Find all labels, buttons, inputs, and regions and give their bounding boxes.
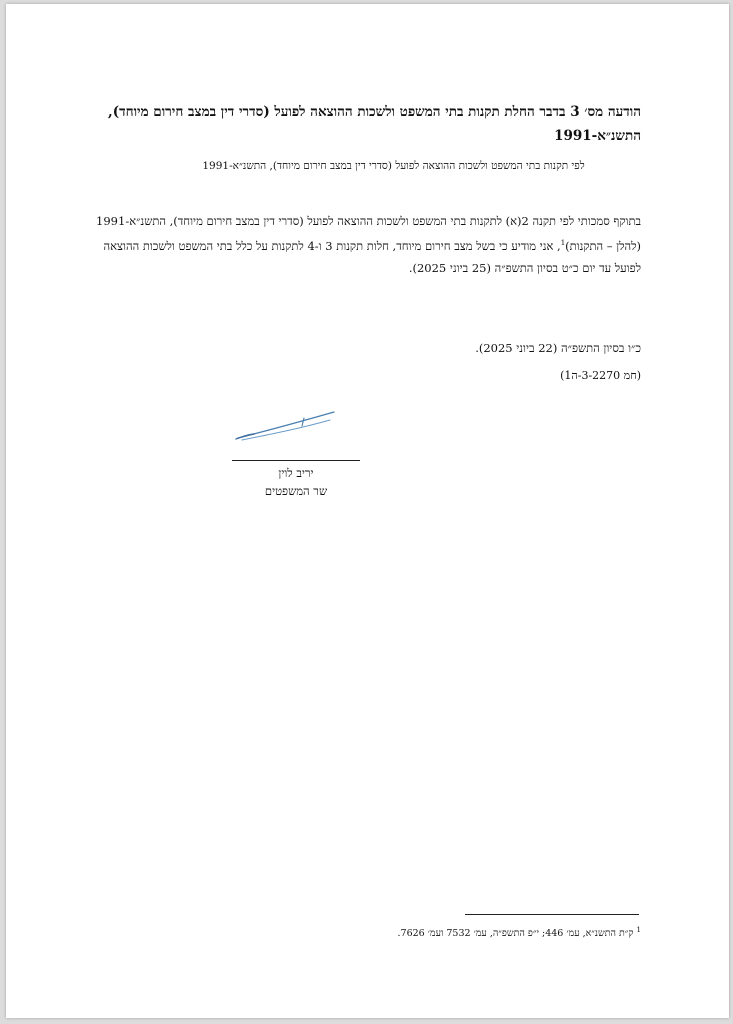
document-title: הודעה מס׳ 3 בדבר החלת תקנות בתי המשפט ולשכות ההוצאה לפועל (סדרי דין במצב חירום מיוחד), התשנ״א-1991 bbox=[108, 104, 641, 144]
signer-block bbox=[232, 464, 360, 500]
signature-stroke-tick bbox=[302, 418, 304, 426]
footnote-number: 1 bbox=[636, 926, 641, 934]
footnote bbox=[398, 923, 642, 941]
body-text-part1: בתוקף סמכותי לפי תקנה 2(א) לתקנות בתי המשפט ולשכות ההוצאה לפועל (סדרי דין במצב חירום מיוחד), התשנ״א-1991 (להלן – התקנות) bbox=[96, 214, 641, 253]
body-text-part2: , אני מודיע כי בשל מצב חירום מיוחד, חלות תקנות 3 ו-4 לתקנות על כלל בתי המשפט ולשכות ההוצאה לפועל עד יום כ״ט בסיון התשפ״ה (25 ביוני 2025). bbox=[103, 238, 641, 275]
document-date: כ״ו בסיון התשפ״ה (22 ביוני 2025). bbox=[475, 341, 641, 355]
footnote-text: ק״ת התשנ״א, עמ׳ 446; י״פ התשפ״ה, עמ׳ 7532 ועמ׳ 7626. bbox=[397, 928, 634, 940]
signer-title: שר המשפטים bbox=[264, 484, 328, 498]
signature-line bbox=[232, 460, 360, 461]
document-reference: (חמ 3-2270-ה1) bbox=[560, 369, 641, 382]
signer-name: יריב לוין bbox=[278, 466, 314, 480]
footnote-reference[interactable]: 1 bbox=[560, 239, 566, 247]
document-page bbox=[6, 4, 729, 1018]
document-subtitle: לפי תקנות בתי המשפט ולשכות ההוצאה לפועל (סדרי דין במצב חירום מיוחד), התשנ״א-1991 bbox=[202, 160, 585, 172]
body-paragraph bbox=[96, 210, 641, 279]
footnote-separator bbox=[465, 914, 639, 915]
signature-stroke-lower bbox=[242, 420, 330, 440]
signature-image bbox=[232, 402, 342, 450]
